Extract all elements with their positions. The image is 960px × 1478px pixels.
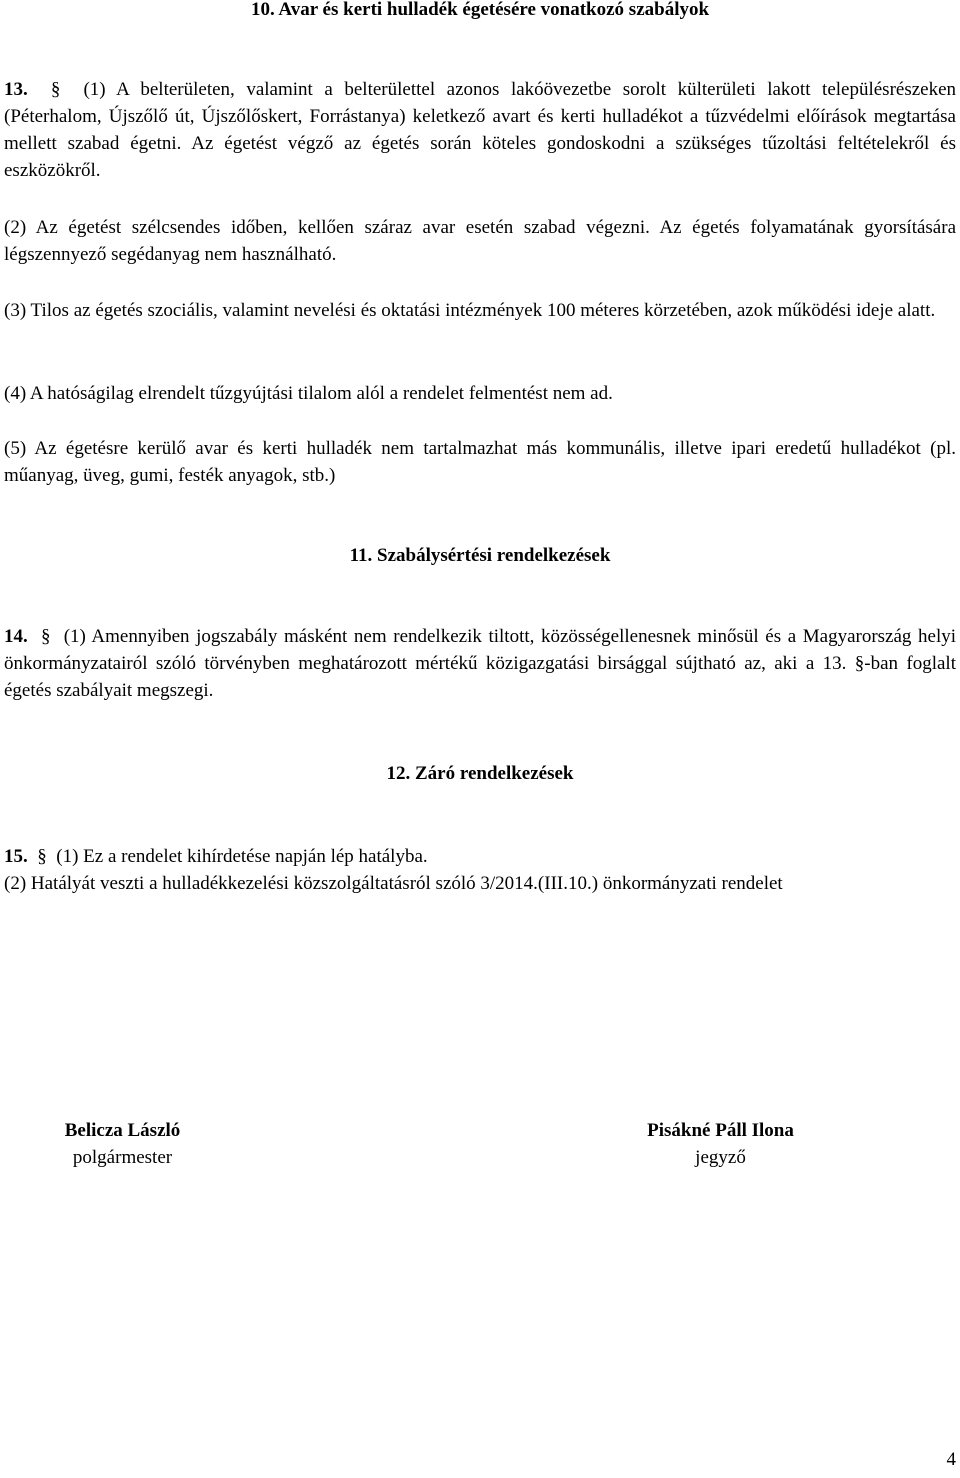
paragraph-15-1-text: (1) Ez a rendelet kihírdetése napján lép hatályba.	[56, 846, 428, 867]
section-12-title: 12. Záró rendelkezések	[386, 763, 574, 784]
paragraph-13-2: (2) Az égetést szélcsendes időben, kellően száraz avar esetén szabad végezni. Az égetés folyamatának gyorsítására légszennyező segédanyag nem használható.	[4, 217, 956, 265]
section-11-title: 11. Szabálysértési rendelkezések	[349, 545, 611, 566]
signature-right-name: Pisákné Páll Ilona	[647, 1120, 794, 1141]
paragraph-13-number: 13.	[4, 79, 28, 100]
signature-right-role: jegyző	[695, 1147, 746, 1168]
paragraph-13-4: (4) A hatóságilag elrendelt tűzgyújtási tilalom alól a rendelet felmentést nem ad.	[4, 383, 613, 404]
paragraph-15-number: 15.	[4, 846, 28, 867]
paragraph-15-2: (2) Hatályát veszti a hulladékkezelési közszolgáltatásról szóló 3/2014.(III.10.) önkormányzati rendelet	[4, 873, 783, 894]
signature-left-name: Belicza László	[64, 1120, 181, 1141]
signature-left	[20, 1117, 225, 1171]
paragraph-13-5: (5) Az égetésre kerülő avar és kerti hulladék nem tartalmazhat más kommunális, illetve ipari eredetű hulladékot (pl. műanyag, üveg, gumi, festék anyagok, stb.)	[4, 438, 956, 486]
paragraph-13-1-text: (1) A belterületen, valamint a belterülettel azonos lakóövezetbe sorolt külterületi lakott településrészeken (Péterhalom, Újszőlő út, Újszőlőskert, Forrástanya) keletkező avart és kerti hulladékot a tűzvédelmi előírások megtartása mellett szabad égetni. Az égetést végző az égetés során köteles gondoskodni a szükséges tűzoltási feltételekről és eszközökről.	[4, 79, 957, 181]
paragraph-14-1	[4, 623, 956, 704]
section-10-title: 10. Avar és kerti hulladék égetésére vonatkozó szabályok	[250, 0, 710, 20]
paragraph-14-1-text: (1) Amennyiben jogszabály másként nem rendelkezik tiltott, közösségellenesnek minősül és a Magyarország helyi önkormányzatairól szóló törvényben meghatározott mértékű közigazgatási birsággal sújtható az, aki a 13. §-ban foglalt égetés szabályait megszegi.	[4, 626, 957, 701]
paragraph-15-1	[4, 843, 956, 870]
paragraph-14-number: 14.	[4, 626, 28, 647]
paragraph-13-1	[4, 76, 956, 184]
section-sign-icon: §	[34, 626, 58, 647]
paragraph-13-3: (3) Tilos az égetés szociális, valamint nevelési és oktatási intézmények 100 méteres körzetében, azok működési ideje alatt.	[4, 300, 936, 321]
section-sign-icon: §	[39, 79, 72, 100]
signature-left-role: polgármester	[72, 1147, 173, 1168]
page-number: 4	[946, 1449, 956, 1470]
signature-right	[608, 1117, 833, 1171]
section-sign-icon: §	[32, 846, 52, 867]
